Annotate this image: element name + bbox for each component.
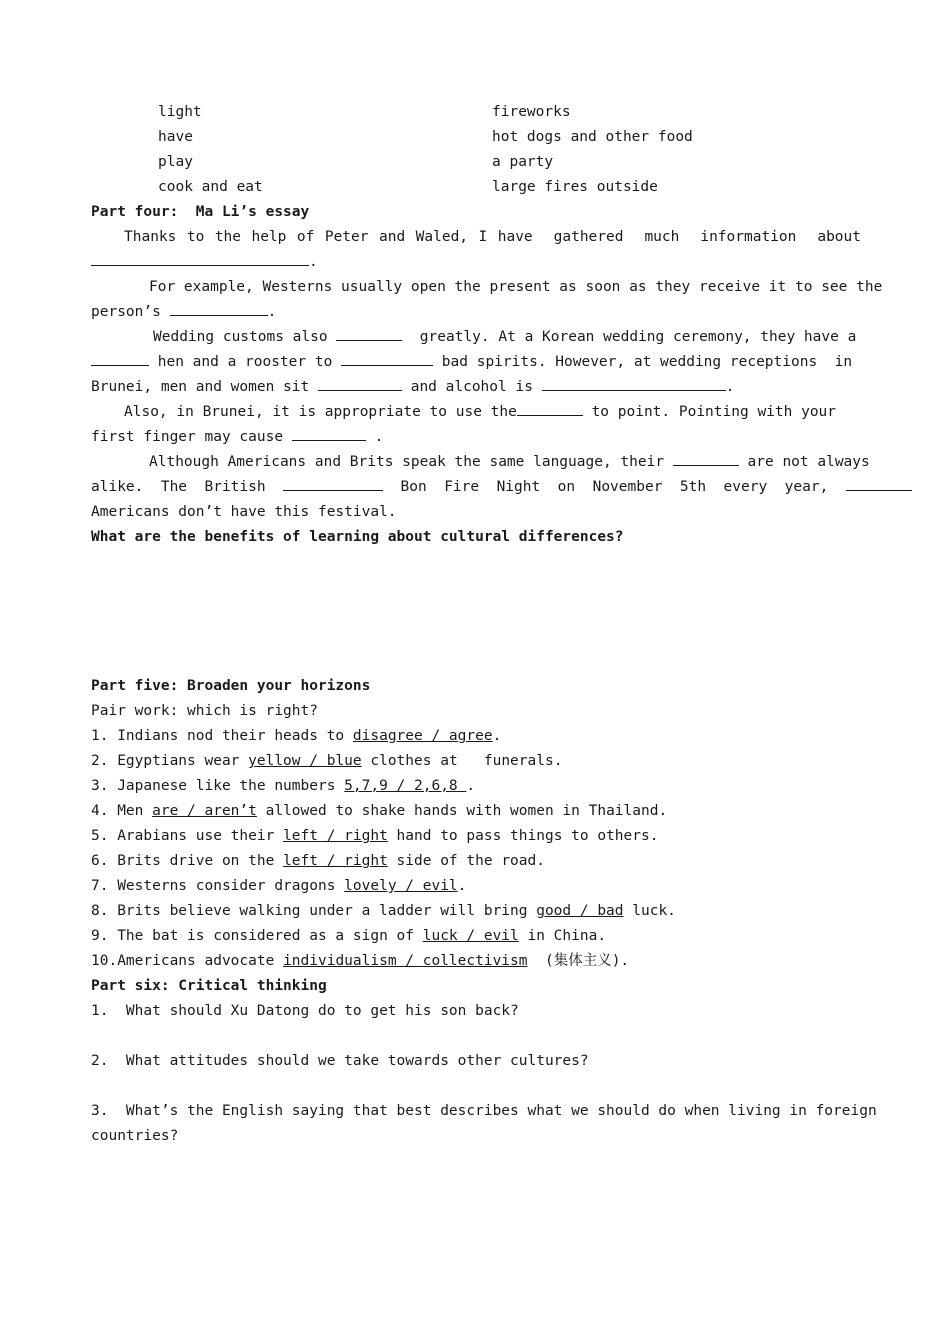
choice-item: 4. Men are / aren’t allowed to shake hands with women in Thailand. [91,803,668,819]
essay-line: Brunei, men and women sit and alcohol is . [91,375,861,400]
matching-table [91,100,861,200]
worksheet-page [91,100,883,1149]
fill-blank[interactable] [91,251,309,266]
essay-line: alike. The British Bon Fire Night on November 5th every year, [91,475,861,500]
essay-line: Americans don’t have this festival. [91,504,397,520]
essay-line: Also, in Brunei, it is appropriate to use the to point. Pointing with your [91,400,861,425]
choice-item: 3. Japanese like the numbers 5,7,9 / 2,6,8 . [91,778,476,794]
choice-options[interactable]: luck / evil [422,928,519,944]
fill-blank[interactable] [846,476,912,491]
answer-space [91,1024,861,1049]
critical-question: 3. What’s the English saying that best describes what we should do when living in foreign [91,1103,877,1119]
critical-question: 1. What should Xu Datong do to get his son back? [91,1003,519,1019]
match-row [91,100,861,125]
choice-options[interactable]: left / right [283,853,388,869]
essay-line: For example, Westerns usually open the present as soon as they receive it to see the [149,279,883,295]
match-verb: have [158,129,193,145]
fill-blank[interactable] [170,301,268,316]
essay-line: person’s . [91,300,861,325]
match-object: a party [492,154,554,170]
choice-options[interactable]: individualism / collectivism [283,953,528,969]
essay-line: first finger may cause . [91,425,861,450]
pair-work-intro: Pair work: which is right? [91,703,318,719]
answer-space [91,1074,861,1099]
choice-item: 1. Indians nod their heads to disagree / agree. [91,728,502,744]
part-four-title: Part four: Ma Li’s essay [91,204,310,220]
critical-question: 2. What attitudes should we take towards other cultures? [91,1053,589,1069]
essay-line: hen and a rooster to bad spirits. However, at wedding receptions in [91,350,861,375]
critical-question-continued: countries? [91,1128,179,1144]
match-verb: play [158,154,193,170]
choice-options[interactable]: disagree / agree [352,728,493,744]
match-row [91,125,861,150]
match-object: large fires outside [492,179,658,195]
choice-item: 5. Arabians use their left / right hand to pass things to others. [91,828,659,844]
fill-blank[interactable] [292,426,366,441]
discussion-question: What are the benefits of learning about cultural differences? [91,529,624,545]
essay-line: . [91,250,861,275]
match-row [91,150,861,175]
choice-item: 8. Brits believe walking under a ladder will bring good / bad luck. [91,903,676,919]
fill-blank[interactable] [91,351,149,366]
choice-options[interactable]: lovely / evil [344,878,458,894]
choice-options[interactable]: 5,7,9 / 2,6,8 [344,778,467,794]
fill-blank[interactable] [517,401,583,416]
choice-options[interactable]: are / aren’t [152,803,257,819]
fill-blank[interactable] [318,376,402,391]
match-verb: light [158,104,202,120]
choice-options[interactable]: left / right [283,828,388,844]
fill-blank[interactable] [673,451,739,466]
fill-blank[interactable] [542,376,726,391]
choice-item: 7. Westerns consider dragons lovely / evil. [91,878,467,894]
answer-space [91,550,861,674]
fill-blank[interactable] [336,326,402,341]
choice-options[interactable]: good / bad [536,903,624,919]
choice-item: 2. Egyptians wear yellow / blue clothes at funerals. [91,753,563,769]
essay-line: Wedding customs also greatly. At a Korean wedding ceremony, they have a [91,325,861,350]
part-six-title: Part six: Critical thinking [91,978,327,994]
match-object: hot dogs and other food [492,129,693,145]
match-verb: cook and eat [158,179,263,195]
choice-item: 10.Americans advocate individualism / collectivism (集体主义). [91,953,630,969]
match-row [91,175,861,200]
choice-options[interactable]: yellow / blue [248,753,362,769]
fill-blank[interactable] [283,476,383,491]
essay-line: Although Americans and Brits speak the same language, their are not always [91,450,861,475]
choice-item: 6. Brits drive on the left / right side of the road. [91,853,545,869]
essay-line: Thanks to the help of Peter and Waled, I have gathered much information about [124,229,861,245]
fill-blank[interactable] [341,351,433,366]
part-five-title: Part five: Broaden your horizons [91,678,371,694]
choice-item: 9. The bat is considered as a sign of luck / evil in China. [91,928,607,944]
match-object: fireworks [492,104,571,120]
